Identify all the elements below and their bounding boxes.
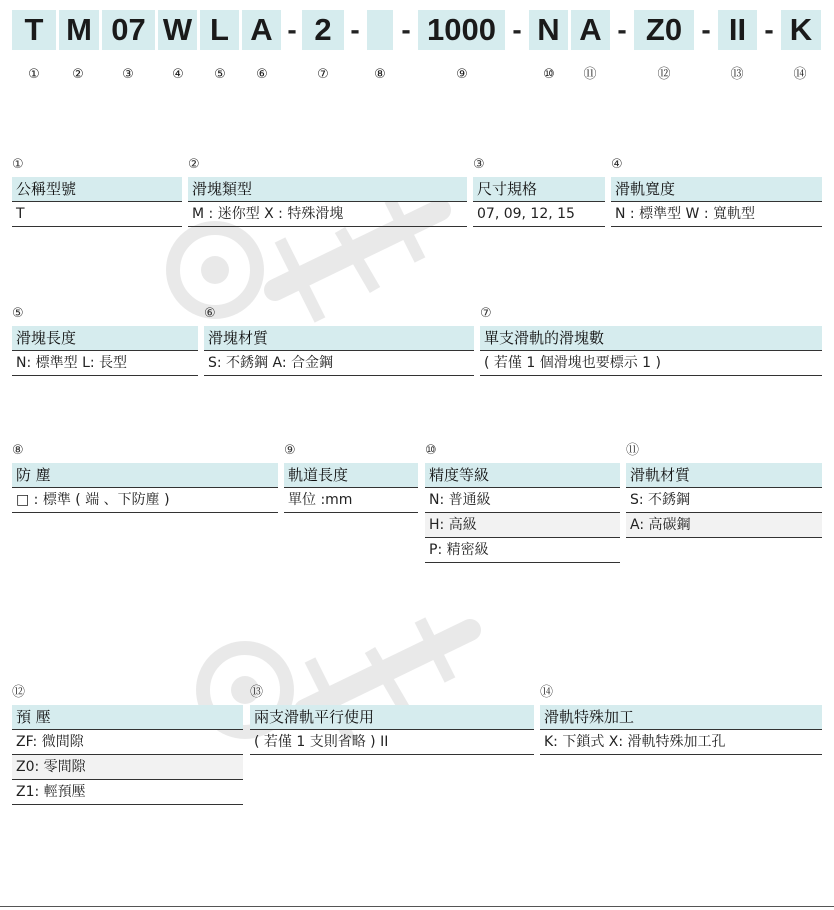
block-title: 滑軌寬度	[611, 177, 822, 202]
segment-number: ⑫	[657, 67, 671, 82]
segment-number: ⑦	[317, 67, 329, 82]
block-title: 尺寸規格	[473, 177, 605, 202]
segment-number: ⑩	[543, 67, 555, 82]
block-number: ③	[473, 157, 485, 172]
spec-block-accuracy	[425, 441, 620, 563]
spec-block-rail-length	[284, 441, 418, 513]
code-dash: -	[401, 14, 411, 45]
block-title: 預 壓	[12, 705, 243, 730]
block-row: K: 下鎖式 X: 滑軌特殊加工孔	[540, 730, 822, 755]
segment-number: ⑤	[214, 67, 226, 82]
block-title: 滑塊類型	[188, 177, 467, 202]
block-number: ⑬	[250, 685, 264, 700]
code-segment-2: M	[59, 10, 99, 50]
code-segment-1: T	[12, 10, 56, 50]
block-number: ⑦	[480, 306, 492, 321]
code-dash: -	[701, 14, 711, 45]
block-number: ④	[611, 157, 623, 172]
code-dash: -	[287, 14, 297, 45]
code-segment-6: A	[242, 10, 281, 50]
spec-block-parallel-rails	[250, 683, 534, 755]
code-dash: -	[764, 14, 774, 45]
block-row: N: 普通級	[425, 488, 620, 513]
code-segment-12: Z0	[634, 10, 694, 50]
block-row: 單位 :mm	[284, 488, 418, 513]
spec-block-nominal-model	[12, 155, 182, 227]
code-dash: -	[350, 14, 360, 45]
spec-block-block-type	[188, 155, 467, 227]
code-segment-9: 1000	[418, 10, 505, 50]
block-row: ( 若僅 1 支則省略 ) II	[250, 730, 534, 755]
code-segment-5: L	[200, 10, 239, 50]
segment-number: ③	[122, 67, 134, 82]
segment-number: ⑧	[374, 67, 386, 82]
code-segment-7: 2	[302, 10, 344, 50]
block-row: T	[12, 202, 182, 227]
code-segment-3: 07	[102, 10, 155, 50]
block-row: □ : 標準 ( 端 、下防塵 )	[12, 488, 278, 513]
block-row: N : 標準型 W : 寬軌型	[611, 202, 822, 227]
page-bottom-rule	[0, 906, 834, 907]
segment-number: ①	[28, 67, 40, 82]
spec-block-block-length	[12, 304, 198, 376]
block-title: 滑軌材質	[626, 463, 822, 488]
block-number: ⑪	[626, 443, 640, 458]
block-title: 滑軌特殊加工	[540, 705, 822, 730]
spec-block-rail-material	[626, 441, 822, 538]
block-title: 兩支滑軌平行使用	[250, 705, 534, 730]
block-number: ⑨	[284, 443, 296, 458]
model-code	[0, 0, 834, 100]
block-number: ⑤	[12, 306, 24, 321]
block-number: ⑥	[204, 306, 216, 321]
spec-block-blocks-per-rail	[480, 304, 822, 376]
block-row: 07, 09, 12, 15	[473, 202, 605, 227]
block-title: 滑塊長度	[12, 326, 198, 351]
spec-block-rail-width	[611, 155, 822, 227]
block-number: ⑧	[12, 443, 24, 458]
block-row: H: 高級	[425, 513, 620, 538]
segment-number: ④	[172, 67, 184, 82]
segment-number: ⑪	[583, 67, 597, 82]
block-title: 軌道長度	[284, 463, 418, 488]
block-row: M : 迷你型 X : 特殊滑塊	[188, 202, 467, 227]
block-title: 滑塊材質	[204, 326, 474, 351]
block-row: S: 不銹鋼 A: 合金鋼	[204, 351, 474, 376]
code-segment-8	[367, 10, 393, 50]
code-segment-4: W	[158, 10, 197, 50]
block-row: N: 標準型 L: 長型	[12, 351, 198, 376]
segment-number: ②	[72, 67, 84, 82]
spec-block-preload	[12, 683, 243, 805]
block-title: 單支滑軌的滑塊數	[480, 326, 822, 351]
block-number: ⑩	[425, 443, 437, 458]
code-dash: -	[512, 14, 522, 45]
spec-block-dust-protection	[12, 441, 278, 513]
segment-number: ⑨	[456, 67, 468, 82]
block-row: Z0: 零間隙	[12, 755, 243, 780]
code-segment-10: N	[529, 10, 568, 50]
block-number: ⑭	[540, 685, 554, 700]
block-title: 公稱型號	[12, 177, 182, 202]
block-number: ⑫	[12, 685, 26, 700]
block-row: S: 不銹鋼	[626, 488, 822, 513]
block-number: ②	[188, 157, 200, 172]
segment-number: ⑥	[256, 67, 268, 82]
code-segment-11: A	[571, 10, 610, 50]
segment-number: ⑭	[793, 67, 807, 82]
spec-block-special-processing	[540, 683, 822, 755]
block-row: P: 精密級	[425, 538, 620, 563]
block-row: ( 若僅 1 個滑塊也要標示 1 )	[480, 351, 822, 376]
block-number: ①	[12, 157, 24, 172]
segment-number: ⑬	[730, 67, 744, 82]
block-row: Z1: 輕預壓	[12, 780, 243, 805]
spec-block-block-material	[204, 304, 474, 376]
spec-block-size	[473, 155, 605, 227]
block-row: A: 高碳鋼	[626, 513, 822, 538]
block-row: ZF: 微間隙	[12, 730, 243, 755]
block-title: 防 塵	[12, 463, 278, 488]
code-dash: -	[617, 14, 627, 45]
block-title: 精度等級	[425, 463, 620, 488]
code-segment-13: II	[718, 10, 757, 50]
code-segment-14: K	[781, 10, 821, 50]
